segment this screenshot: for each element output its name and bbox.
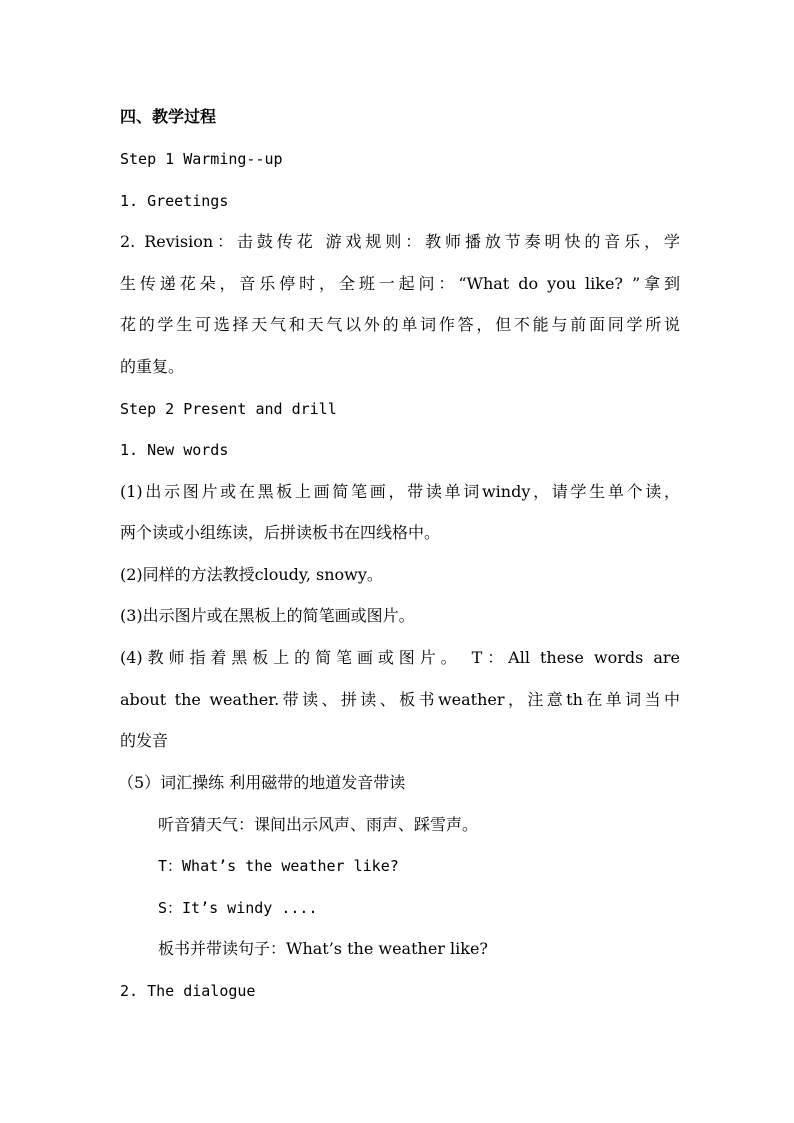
teacher-question-line: T：What’s the weather like?	[158, 857, 399, 875]
item5-line: （5）词汇操练 利用磁带的地道发音带读	[118, 773, 406, 792]
item4-line-1: (4)教师指着黑板上的简笔画或图片。 T：All these words are	[120, 648, 680, 667]
revision-line-2: 生传递花朵，音乐停时，全班一起问：“What do you like? ”拿到	[120, 274, 680, 293]
step1-title: Step 1 Warming--up	[120, 150, 283, 168]
new-words-line: 1. New words	[120, 441, 229, 459]
dialogue-line: 2. The dialogue	[120, 982, 256, 1000]
item4-line-2: about the weather.带读、拼读、板书weather，注意th在单词当中	[120, 690, 680, 709]
listen-guess-line: 听音猜天气：课间出示风声、雨声、踩雪声。	[158, 815, 479, 834]
student-answer-line: S：It’s windy ....	[158, 899, 318, 917]
step2-title: Step 2 Present and drill	[120, 400, 337, 418]
revision-line-1: 2. Revision：击鼓传花 游戏规则：教师播放节奏明快的音乐，学	[120, 232, 680, 251]
item4-line-3: 的发音	[120, 731, 169, 750]
section-title: 四、教学过程	[120, 107, 217, 126]
item1-line-2: 两个读或小组练读，后拼读板书在四线格中。	[120, 523, 441, 542]
item2-line: (2)同样的方法教授cloudy, snowy。	[120, 565, 383, 584]
item3-line: (3)出示图片或在黑板上的简笔画或图片。	[120, 606, 415, 625]
board-sentence-line: 板书并带读句子：What’s the weather like?	[158, 939, 489, 958]
revision-line-3: 花的学生可选择天气和天气以外的单词作答，但不能与前面同学所说	[120, 315, 680, 334]
revision-line-4: 的重复。	[120, 357, 185, 376]
greetings-line: 1. Greetings	[120, 192, 229, 210]
item1-line-1: (1)出示图片或在黑板上画简笔画，带读单词windy，请学生单个读，	[120, 482, 680, 501]
